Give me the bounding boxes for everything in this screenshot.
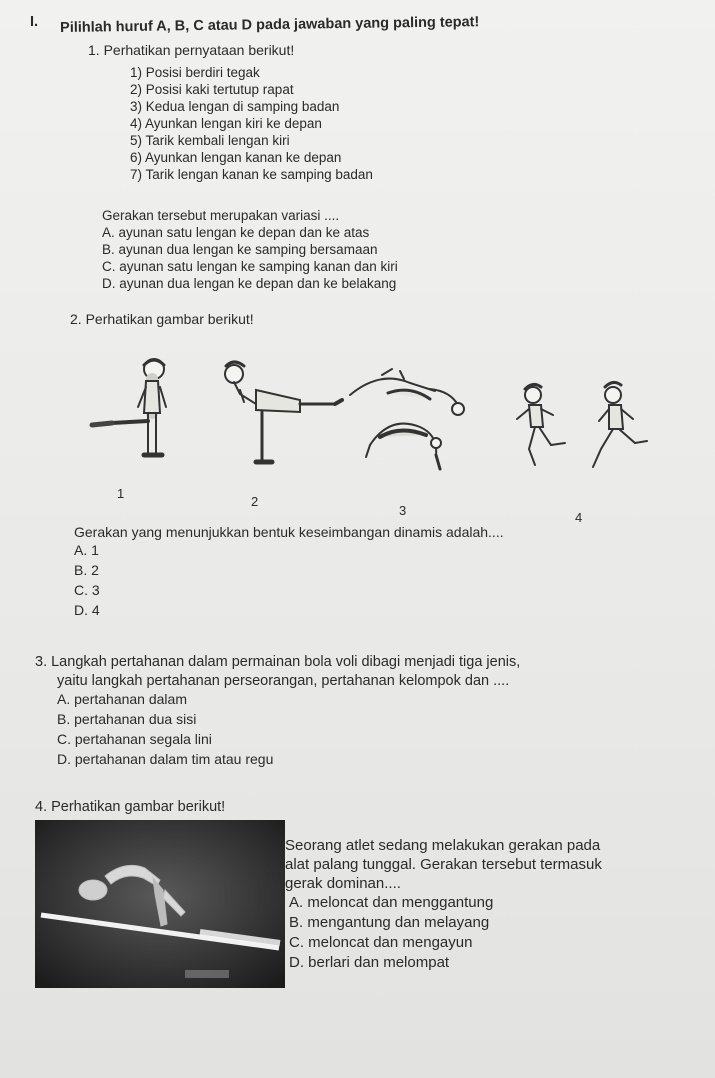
q2-figure-label-4: 4 bbox=[575, 510, 583, 525]
q2-option-b-text: 2 bbox=[91, 562, 99, 578]
q1-option-b-text: ayunan dua lengan ke samping bersamaan bbox=[118, 242, 378, 257]
q3-option-c-letter: C. bbox=[57, 731, 71, 747]
q4-high-bar-photo bbox=[35, 820, 285, 988]
q1-statement-7: 7) Tarik lengan kanan ke samping badan bbox=[130, 167, 373, 182]
q2-figure-label-1: 1 bbox=[117, 486, 125, 501]
q3-option-a-letter: A. bbox=[57, 691, 71, 707]
q2-option-d-text: 4 bbox=[91, 602, 100, 618]
q3-option-b-letter: B. bbox=[57, 711, 71, 727]
q2-option-c-letter: C. bbox=[74, 582, 88, 598]
q1-option-b[interactable] bbox=[102, 241, 377, 258]
q1-prompt: 1. Perhatikan pernyataan berikut! bbox=[88, 42, 295, 58]
q2-figure-4 bbox=[505, 375, 665, 485]
q1-option-a[interactable] bbox=[102, 224, 369, 241]
q4-option-b-letter: B. bbox=[289, 914, 304, 931]
q2-option-d[interactable] bbox=[74, 602, 100, 618]
q3-line-2: yaitu langkah pertahanan perseorangan, pertahanan kelompok dan .... bbox=[57, 673, 510, 689]
section-instruction: Pilihlah huruf A, B, C atau D pada jawaban yang paling tepat! bbox=[60, 14, 480, 36]
q4-option-d-letter: D. bbox=[289, 954, 304, 971]
q2-option-b[interactable] bbox=[74, 562, 99, 578]
q4-option-d-text: berlari dan melompat bbox=[308, 954, 450, 971]
q2-figure-2 bbox=[200, 360, 345, 470]
q2-option-a-text: 1 bbox=[91, 542, 99, 558]
q1-statement-3: 3) Kedua lengan di samping badan bbox=[130, 99, 340, 114]
q2-figure-label-3: 3 bbox=[399, 503, 407, 518]
q3-option-d-letter: D. bbox=[57, 751, 71, 767]
q4-prompt: 4. Perhatikan gambar berikut! bbox=[35, 799, 226, 815]
q3-option-d-text: pertahanan dalam tim atau regu bbox=[74, 751, 274, 767]
q2-prompt: 2. Perhatikan gambar berikut! bbox=[70, 311, 254, 327]
q1-option-c-letter: C. bbox=[102, 259, 116, 274]
q2-figure-label-2: 2 bbox=[251, 494, 259, 509]
q1-option-d-letter: D. bbox=[102, 276, 116, 291]
q4-stem-line-3: gerak dominan.... bbox=[285, 875, 401, 892]
q2-option-c[interactable] bbox=[74, 582, 100, 598]
q2-option-a[interactable] bbox=[74, 542, 99, 558]
q4-stem-line-2: alat palang tunggal. Gerakan tersebut termasuk bbox=[285, 856, 602, 873]
q1-option-a-letter: A. bbox=[102, 225, 115, 240]
q1-statement-1: 1) Posisi berdiri tegak bbox=[130, 65, 260, 80]
q1-option-a-text: ayunan satu lengan ke depan dan ke atas bbox=[118, 225, 370, 240]
q1-statement-5: 5) Tarik kembali lengan kiri bbox=[130, 133, 290, 148]
q3-line-1: 3. Langkah pertahanan dalam permainan bola voli dibagi menjadi tiga jenis, bbox=[35, 654, 521, 670]
q2-option-a-letter: A. bbox=[74, 542, 88, 558]
q3-option-d[interactable] bbox=[57, 751, 273, 767]
q2-option-d-letter: D. bbox=[74, 602, 88, 618]
q2-option-b-letter: B. bbox=[74, 562, 88, 578]
q2-option-c-text: 3 bbox=[91, 582, 100, 598]
q2-figure-3 bbox=[340, 365, 470, 480]
q4-option-b[interactable] bbox=[289, 914, 489, 931]
q4-option-c-text: meloncat dan mengayun bbox=[308, 934, 473, 951]
q3-option-b-text: pertahanan dua sisi bbox=[74, 711, 197, 727]
q3-option-b[interactable] bbox=[57, 711, 196, 727]
q2-stem: Gerakan yang menunjukkan bentuk keseimbangan dinamis adalah.... bbox=[74, 524, 504, 540]
q3-option-c[interactable] bbox=[57, 731, 212, 747]
q1-option-d-text: ayunan dua lengan ke depan dan ke belakang bbox=[119, 276, 397, 291]
q1-option-c[interactable] bbox=[102, 258, 398, 275]
q4-option-c-letter: C. bbox=[289, 934, 304, 951]
q1-option-d[interactable] bbox=[102, 275, 396, 292]
q3-option-a-text: pertahanan dalam bbox=[74, 691, 187, 707]
q4-stem-line-1: Seorang atlet sedang melakukan gerakan pada bbox=[285, 837, 601, 854]
q1-stem: Gerakan tersebut merupakan variasi .... bbox=[102, 208, 340, 223]
q1-statement-6: 6) Ayunkan lengan kanan ke depan bbox=[130, 150, 342, 165]
q4-option-d[interactable] bbox=[289, 954, 449, 971]
q1-statement-2: 2) Posisi kaki tertutup rapat bbox=[130, 82, 294, 97]
q4-option-a[interactable] bbox=[289, 894, 493, 911]
q3-option-a[interactable] bbox=[57, 691, 187, 707]
q3-option-c-text: pertahanan segala lini bbox=[74, 731, 212, 747]
q1-statement-4: 4) Ayunkan lengan kiri ke depan bbox=[130, 116, 322, 131]
q1-option-b-letter: B. bbox=[102, 242, 115, 257]
q4-option-b-text: mengantung dan melayang bbox=[307, 914, 490, 931]
q1-option-c-text: ayunan satu lengan ke samping kanan dan kiri bbox=[119, 259, 398, 274]
q4-option-a-letter: A. bbox=[289, 894, 304, 911]
section-number: I. bbox=[30, 14, 39, 30]
q4-option-c[interactable] bbox=[289, 934, 472, 951]
q2-figure-1 bbox=[82, 355, 192, 470]
q4-option-a-text: meloncat dan menggantung bbox=[307, 894, 494, 911]
